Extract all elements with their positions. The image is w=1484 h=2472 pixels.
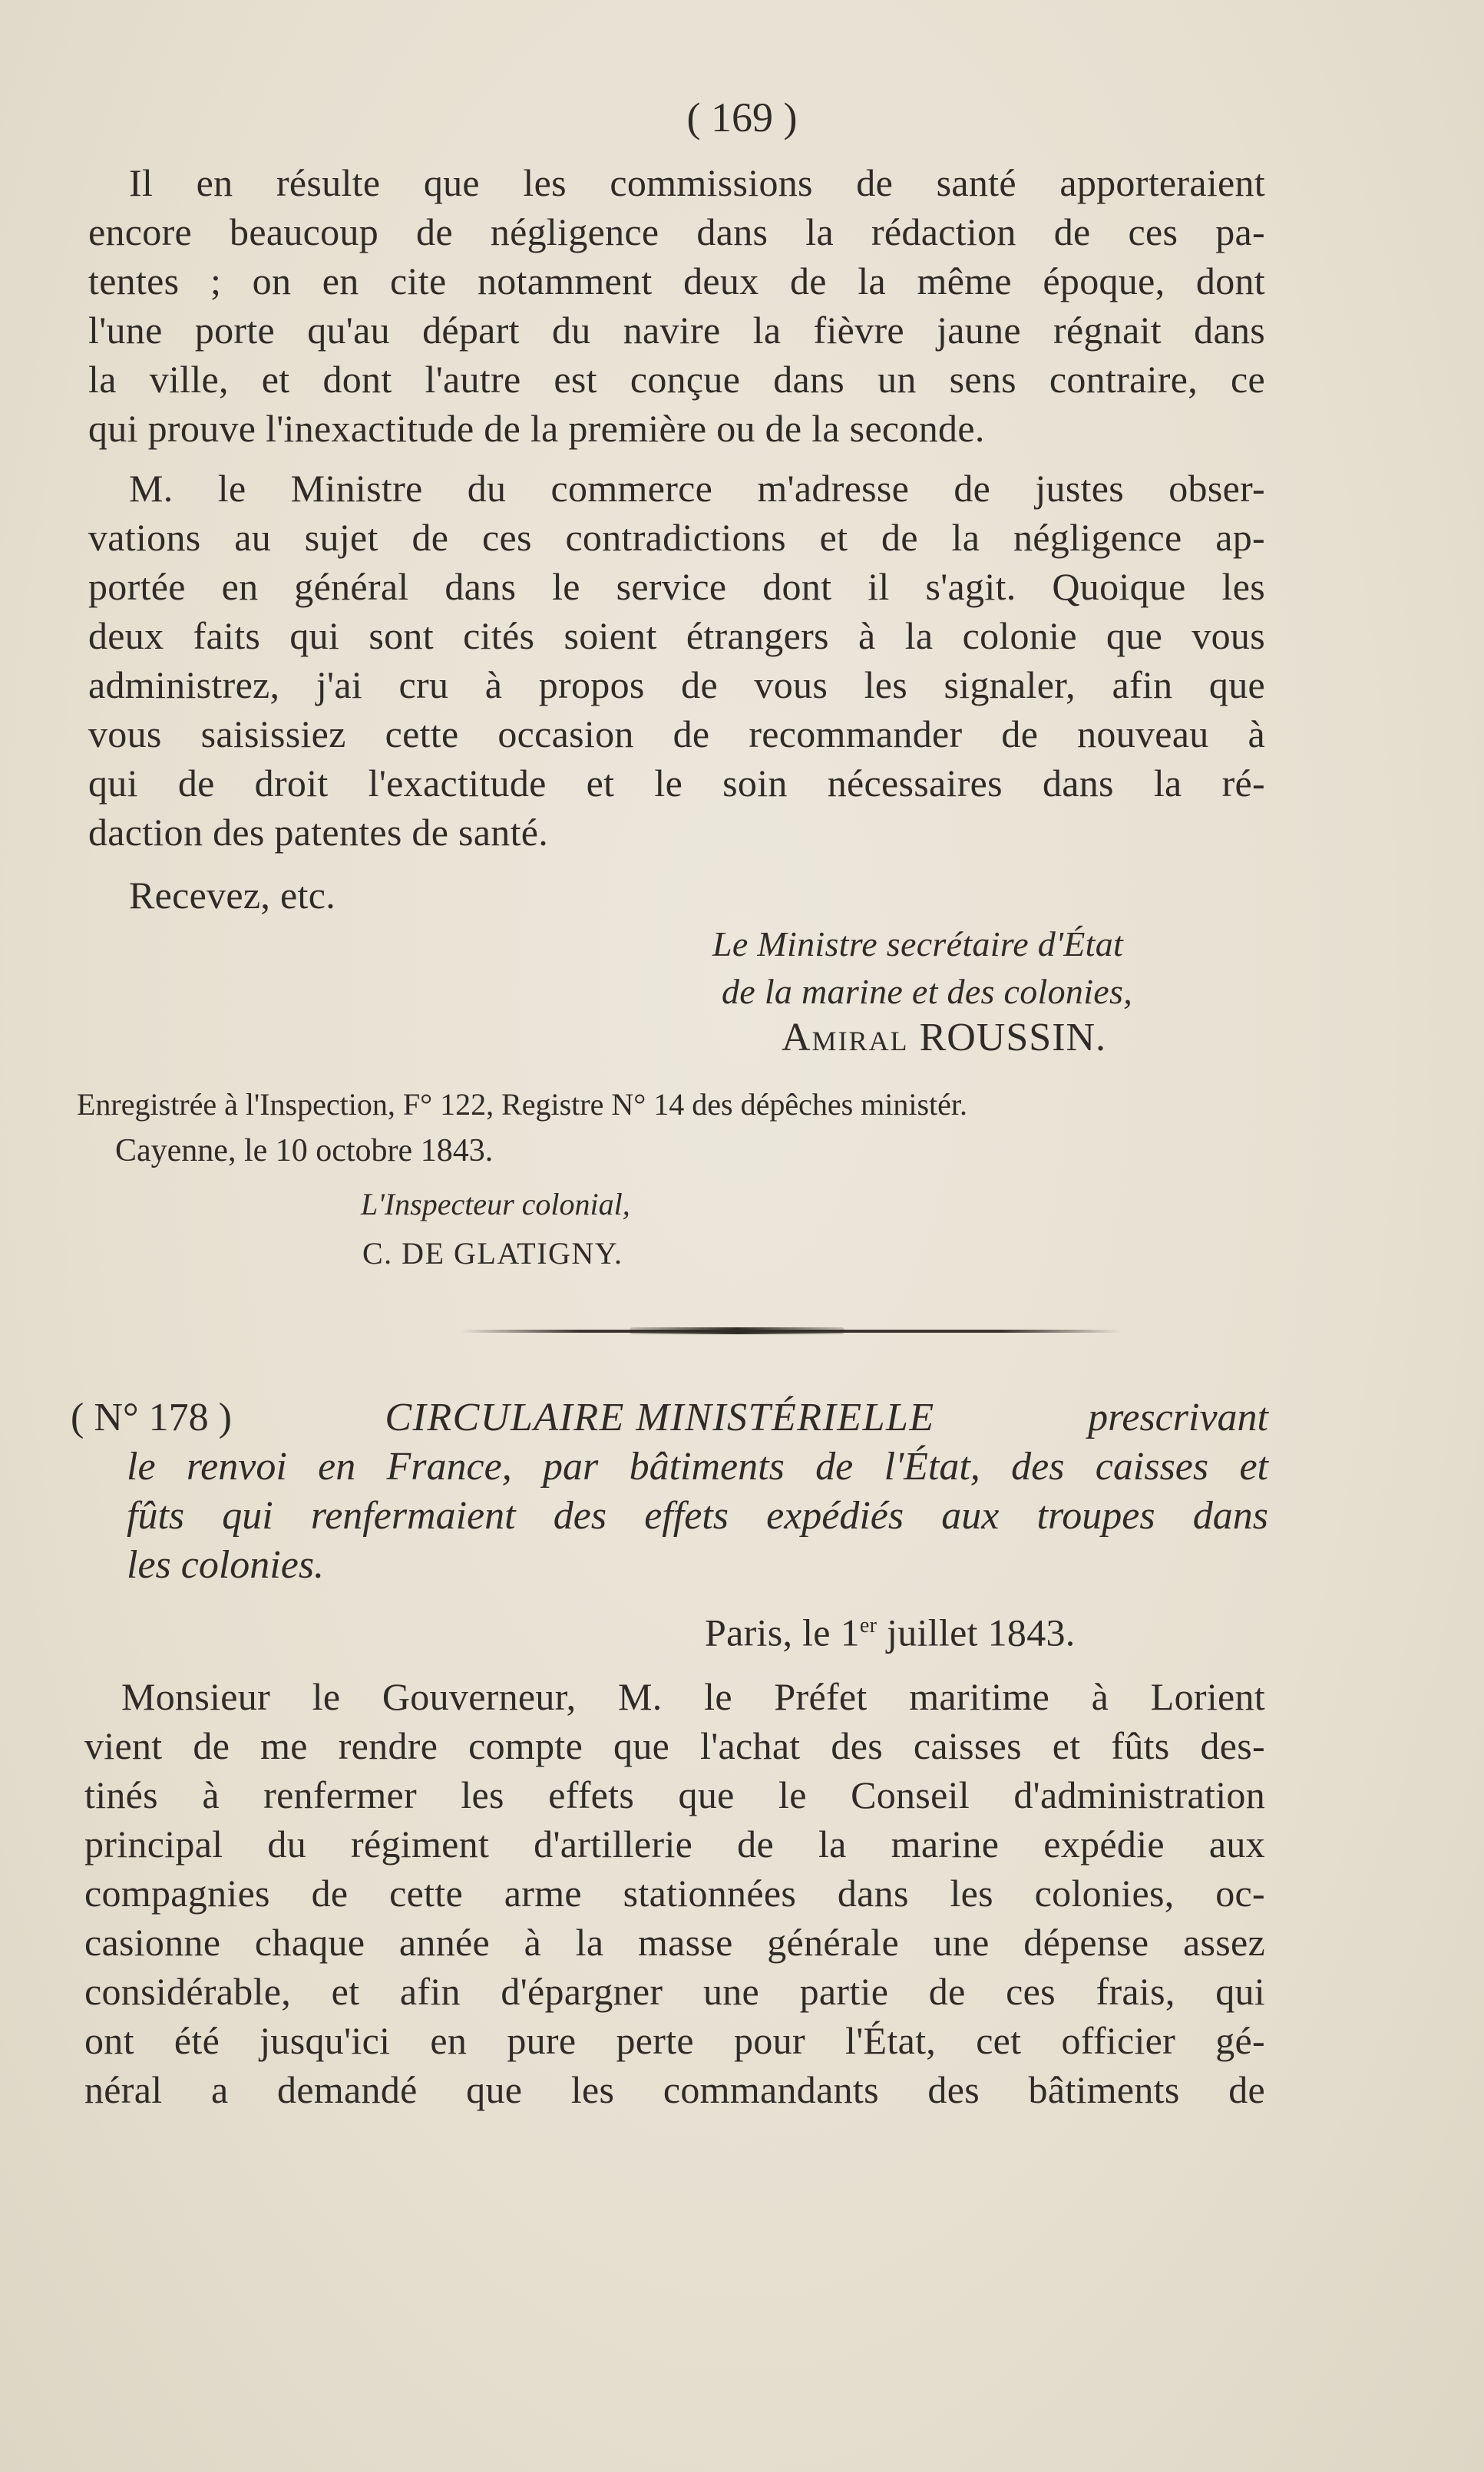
signature-title-line: de la marine et des colonies, xyxy=(722,972,1133,1011)
paragraph-1-line: Il en résulte que les commissions de santé apporteraient xyxy=(129,161,1265,204)
closing-formula: Recevez, etc. xyxy=(129,874,335,917)
paragraph-2-line: administrez, j'ai cru à propos de vous les signaler, afin que xyxy=(88,663,1265,706)
inspector-title: L'Inspecteur colonial, xyxy=(361,1187,630,1221)
paragraph-2-line: vations au sujet de ces contradictions et de la négligence ap- xyxy=(88,516,1265,559)
signature-name xyxy=(782,1015,1106,1060)
circular-title-line: le renvoi en France, par bâtiments de l'État, des caisses et xyxy=(127,1445,1268,1489)
paragraph-3-line: néral a demandé que les commandants des bâtiments de xyxy=(84,2068,1265,2111)
paragraph-1-line: la ville, et dont l'autre est conçue dans un sens contraire, ce xyxy=(88,358,1265,401)
paragraph-3-line: compagnies de cette arme stationnées dans les colonies, oc- xyxy=(84,1872,1265,1915)
paragraph-2-line: deux faits qui sont cités soient étrangers à la colonie que vous xyxy=(88,614,1265,657)
circular-number: ( N° 178 ) xyxy=(71,1396,232,1439)
date-superscript: er xyxy=(859,1614,878,1638)
signature-rank: Amiral xyxy=(782,1016,909,1059)
paragraph-2-line: portée en général dans le service dont il s'agit. Quoique les xyxy=(88,565,1265,608)
paragraph-2-line: vous saisissiez cette occasion de recommander de nouveau à xyxy=(88,712,1265,755)
circular-title-caps: CIRCULAIRE MINISTÉRIELLE xyxy=(385,1396,935,1439)
paragraph-1-line: encore beaucoup de négligence dans la rédaction de ces pa- xyxy=(88,210,1265,253)
paragraph-3-line: ont été jusqu'ici en pure perte pour l'État, cet officier gé- xyxy=(84,2019,1265,2062)
paragraph-3-line: casionne chaque année à la masse générale une dépense assez xyxy=(84,1921,1265,1964)
signature-title-line: Le Ministre secrétaire d'État xyxy=(712,924,1124,963)
paragraph-3-line: considérable, et afin d'épargner une partie de ces frais, qui xyxy=(84,1970,1265,2013)
paragraph-2-line: M. le Ministre du commerce m'adresse de justes obser- xyxy=(129,467,1265,510)
circular-heading xyxy=(71,1394,1268,1442)
circular-title-line: fûts qui renfermaient des effets expédiés aux troupes dans xyxy=(127,1494,1268,1538)
date-suffix: juillet 1843. xyxy=(877,1611,1076,1654)
paragraph-3-line: principal du régiment d'artillerie de la marine expédie aux xyxy=(84,1823,1265,1866)
paragraph-2-line: qui de droit l'exactitude et le soin nécessaires dans la ré- xyxy=(88,762,1265,805)
registration-date: Cayenne, le 10 octobre 1843. xyxy=(115,1133,494,1168)
paragraph-3-line: Monsieur le Gouverneur, M. le Préfet maritime à Lorient xyxy=(121,1675,1265,1718)
paragraph-1-line: qui prouve l'inexactitude de la première ou de la seconde. xyxy=(88,407,985,450)
inspector-name: C. DE GLATIGNY. xyxy=(362,1236,623,1271)
circular-title-rest: prescrivant xyxy=(1088,1396,1268,1439)
registration-line: Enregistrée à l'Inspection, F° 122, Registre N° 14 des dépêches ministér. xyxy=(77,1087,968,1122)
circular-date xyxy=(705,1603,1076,1656)
date-prefix: Paris, le 1 xyxy=(705,1611,860,1654)
paragraph-3-line: tinés à renfermer les effets que le Conseil d'administration xyxy=(84,1773,1265,1816)
circular-title-line: les colonies. xyxy=(127,1543,325,1587)
signature-surname: ROUSSIN. xyxy=(919,1016,1107,1059)
paragraph-1-line: l'une porte qu'au départ du navire la fièvre jaune régnait dans xyxy=(88,309,1265,352)
paragraph-3-line: vient de me rendre compte que l'achat des caisses et fûts des- xyxy=(84,1724,1265,1767)
separator-ornament xyxy=(630,1327,844,1334)
page-number: ( 169 ) xyxy=(686,94,798,140)
paragraph-2-line: daction des patentes de santé. xyxy=(88,811,549,854)
paragraph-1-line: tentes ; on en cite notamment deux de la même époque, dont xyxy=(88,259,1265,302)
